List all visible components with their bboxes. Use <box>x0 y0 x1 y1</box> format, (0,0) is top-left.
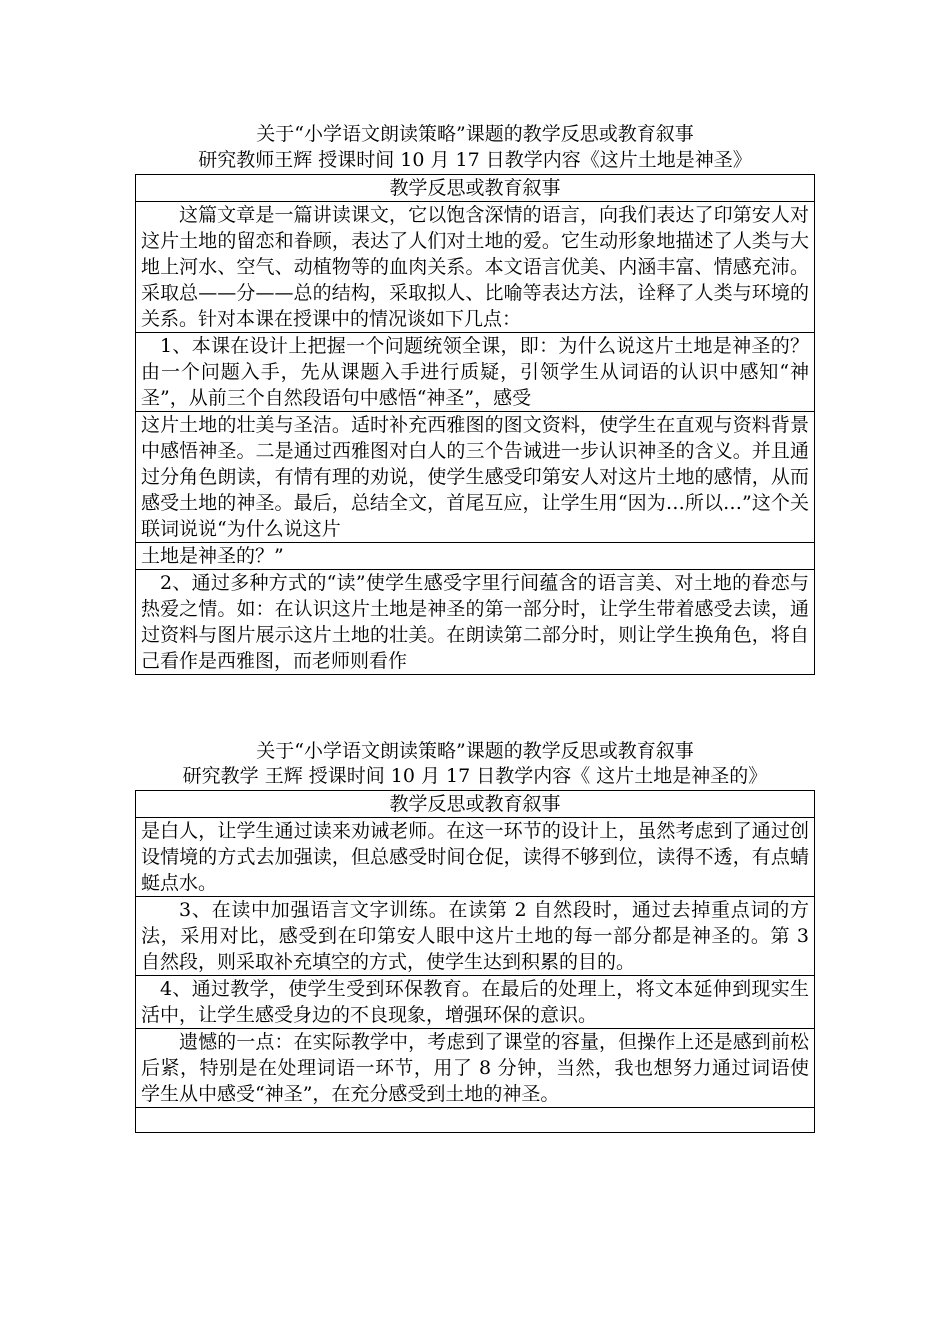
table-row <box>136 543 815 570</box>
table-row <box>136 1108 815 1133</box>
empty-cell <box>136 1108 815 1133</box>
table-row <box>136 791 815 818</box>
page2-subtitle: 研究教学 王辉 授课时间 10 月 17 日教学内容《 这片土地是神圣的》 <box>182 765 768 787</box>
table-row <box>136 175 815 202</box>
page2-point-3: 3、在读中加强语言文字训练。在读第 2 自然段时，通过去掉重点词的方法，采用对比，感受到在印第安人眼中这片土地的每一部分都是神圣的。第 3 自然段，则采取补充填空的方式，使学生达到积累的目的。 <box>136 897 815 976</box>
table-row <box>136 897 815 976</box>
page2-point-2-continued: 是白人，让学生通过读来劝诫老师。在这一环节的设计上，虽然考虑到了通过创设情境的方式去加强读，但总感受时间仓促，读得不够到位，读得不透，有点蜻蜓点水。 <box>136 818 815 897</box>
page2-reflection-table <box>135 790 815 1133</box>
page1-point-2: 2、通过多种方式的“读”使学生感受字里行间蕴含的语言美、对土地的眷恋与热爱之情。如：在认识这片土地是神圣的第一部分时，让学生带着感受去读，通过资料与图片展示这片土地的壮美。在朗读第二部分时，则让学生换角色，将自己看作是西雅图，而老师则看作 <box>136 570 815 675</box>
page1-intro-paragraph: 这篇文章是一篇讲读课文，它以饱含深情的语言，向我们表达了印第安人对这片土地的留恋和眷顾，表达了人们对土地的爱。它生动形象地描述了人类与大地上河水、空气、动植物等的血肉关系。本文语言优美、内涵丰富、情感充沛。采取总——分——总的结构，采取拟人、比喻等表达方法，诠释了人类与环境的关系。针对本课在授课中的情况谈如下几点： <box>136 202 815 333</box>
table-row <box>136 976 815 1029</box>
page1-point-1-end: 土地是神圣的？” <box>136 543 815 570</box>
page2-title: 关于“小学语文朗读策略”课题的教学反思或教育叙事 <box>256 740 694 762</box>
table-row <box>136 333 815 412</box>
table-row <box>136 412 815 543</box>
page1-table-header: 教学反思或教育叙事 <box>136 175 815 202</box>
page1-point-1: 1、本课在设计上把握一个问题统领全课，即：为什么说这片土地是神圣的？由一个问题入手，先从课题入手进行质疑，引领学生从词语的认识中感知“神圣”，从前三个自然段语句中感悟“神圣”，感受 <box>136 333 815 412</box>
page1-reflection-table <box>135 174 815 675</box>
page1-subtitle: 研究教师王辉 授课时间 10 月 17 日教学内容《这片土地是神圣》 <box>198 149 752 171</box>
table-row <box>136 202 815 333</box>
table-row <box>136 818 815 897</box>
page2-table-header: 教学反思或教育叙事 <box>136 791 815 818</box>
page1-point-1-continued: 这片土地的壮美与圣洁。适时补充西雅图的图文资料，使学生在直观与资料背景中感悟神圣。二是通过西雅图对白人的三个告诫进一步认识神圣的含义。并且通过分角色朗读，有情有理的劝说，使学生感受印第安人对这片土地的感情，从而感受土地的神圣。最后，总结全文，首尾互应，让学生用“因为…所以…”这个关联词说说“为什么说这片 <box>136 412 815 543</box>
page2-regret-paragraph: 遗憾的一点：在实际教学中，考虑到了课堂的容量，但操作上还是感到前松后紧，特别是在处理词语一环节，用了 8 分钟，当然，我也想努力通过词语使学生从中感受“神圣”，在充分感受到土地的神圣。 <box>136 1029 815 1108</box>
page1-title: 关于“小学语文朗读策略”课题的教学反思或教育叙事 <box>256 123 694 145</box>
page2-point-4: 4、通过教学，使学生受到环保教育。在最后的处理上，将文本延伸到现实生活中，让学生感受身边的不良现象，增强环保的意识。 <box>136 976 815 1029</box>
table-row <box>136 1029 815 1108</box>
table-row <box>136 570 815 675</box>
